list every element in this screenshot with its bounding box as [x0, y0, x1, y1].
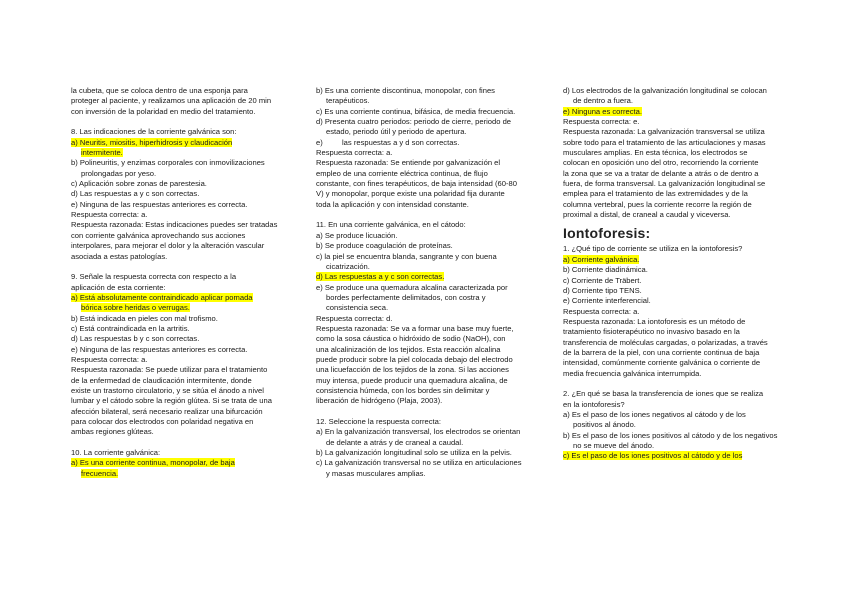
reason-9: lumbar y el cátodo sobre la región glútea. Si se trata de una	[71, 396, 272, 406]
reason-10: empleo de una corriente eléctrica continua, de flujo	[316, 168, 488, 178]
column-2	[316, 86, 528, 479]
answer-10: Respuesta correcta: a.	[316, 148, 393, 158]
reason-9: de la enfermedad de claudicación intermitente, donde	[71, 375, 252, 385]
iq2-option-b-cont: no se mueve del ánodo.	[573, 441, 655, 450]
iq1-reason: de la barrera de la piel, con una corriente continua de baja	[563, 347, 760, 357]
option-9e: e) Ninguna de las respuestas anteriores es correcta.	[71, 344, 248, 354]
option-9a-correct-cont: bórica sobre heridas o verrugas.	[81, 303, 190, 313]
option-8d: d) Las respuestas a y c son correctas.	[71, 189, 200, 199]
option-11c-cont: cicatrización.	[326, 261, 370, 271]
question-8: 8. Las indicaciones de la corriente galvánica son:	[71, 127, 237, 137]
intro-line: la cubeta, que se coloca dentro de una esponja para	[71, 86, 248, 95]
option-10e-text: las respuestas a y d son correctas.	[342, 137, 460, 147]
question-9-cont: aplicación de esta corriente:	[71, 282, 166, 292]
reason-12: emplea para el tratamiento de las extremidades y de la	[563, 189, 748, 199]
option-10c: c) Es una corriente continua, bifásica, de media frecuencia.	[316, 106, 516, 116]
column-1	[71, 86, 283, 479]
iq2-option-a: a) Es el paso de los iones negativos al cátodo y de los	[563, 409, 746, 419]
section-title-iontoforesis: Iontoforesis:	[563, 225, 651, 242]
option-10d: d) Presenta cuatro periodos: periodo de cierre, periodo de	[316, 117, 512, 127]
option-12e-correct: e) Ninguna es correcta.	[563, 106, 642, 116]
iq1-reason: Respuesta razonada: La iontoforesis es un método de	[563, 316, 746, 326]
reason-8: con corriente galvánica aprovechando sus acciones	[71, 230, 246, 240]
option-8c: c) Aplicación sobre zonas de parestesia.	[71, 179, 207, 189]
reason-11: puede producir sobre la piel colocada debajo del electrodo	[316, 354, 513, 364]
reason-11: como la sosa cáustica o hidróxido de sodio (NaOH), con	[316, 334, 506, 344]
option-10a-correct: a) Es una corriente continua, monopolar, de baja	[71, 458, 235, 468]
option-8b-cont: prolongadas por yeso.	[81, 168, 157, 178]
reason-11: liberación de hidrógeno (Plaja, 2003).	[316, 396, 443, 406]
option-8e: e) Ninguna de las respuestas anteriores es correcta.	[71, 199, 248, 209]
option-10e-label: e)	[316, 137, 323, 147]
reason-12: Respuesta razonada: La galvanización transversal se utiliza	[563, 127, 765, 137]
iq1-option-d: d) Corriente tipo TENS.	[563, 285, 642, 295]
reason-10: toda la aplicación y con intensidad constante.	[316, 199, 469, 209]
option-10b: b) Es una corriente discontinua, monopolar, con fines	[316, 86, 495, 95]
reason-12: musculares amplias. En esta técnica, los electrodos se	[563, 148, 748, 158]
reason-11: muy intensa, puede producir una quemadura alcalina, de	[316, 375, 508, 385]
reason-10: V) y monopolar, porque existe una polaridad fija durante	[316, 189, 505, 199]
iq1-reason: transferencia de moléculas cargadas, o polarizadas, a través	[563, 337, 768, 347]
answer-9: Respuesta correcta: a.	[71, 354, 148, 364]
option-8a-correct: a) Neuritis, miositis, hiperhidrosis y claudicación	[71, 137, 233, 147]
option-9b: b) Está indicada en pieles con mal trofismo.	[71, 313, 218, 323]
reason-9: ambas regiones glúteas.	[71, 427, 154, 437]
iq1-reason: tratamiento fisioterapéutico no invasivo basado en la	[563, 327, 740, 337]
option-12b: b) La galvanización longitudinal solo se utiliza en la pelvis.	[316, 448, 512, 458]
option-11e: e) Se produce una quemadura alcalina caracterizada por	[316, 282, 508, 292]
option-12c-cont: y masas musculares amplias.	[326, 468, 426, 478]
question-12: 12. Seleccione la respuesta correcta:	[316, 417, 441, 426]
option-11b: b) Se produce coagulación de proteínas.	[316, 241, 453, 251]
iq1-option-c: c) Corriente de Träbert.	[563, 275, 642, 285]
option-10a-correct-cont: frecuencia.	[81, 468, 119, 478]
reason-12: colocan en oposición uno del otro, recorriendo la corriente	[563, 158, 759, 168]
iq2-question: 2. ¿En qué se basa la transferencia de iones que se realiza	[563, 389, 764, 399]
reason-9: existe un trastorno circulatorio, y se sitúa el ánodo a nivel	[71, 385, 264, 395]
reason-9: para colocar dos electrodos con polaridad negativa en	[71, 417, 254, 426]
reason-12: columna vertebral, pues la corriente recorre la región de	[563, 199, 752, 209]
option-11c: c) la piel se encuentra blanda, sangrante y con buena	[316, 251, 497, 261]
question-9: 9. Señale la respuesta correcta con respecto a la	[71, 272, 237, 282]
option-11d-correct: d) Las respuestas a y c son correctas.	[316, 272, 445, 282]
option-12a-cont: de delante a atrás y de craneal a caudal.	[326, 437, 464, 447]
iq1-answer: Respuesta correcta: a.	[563, 306, 640, 316]
reason-12: fuera, de forma transversal. La galvanización longitudinal se	[563, 179, 766, 189]
reason-9: Respuesta razonada: Se puede utilizar para el tratamiento	[71, 365, 268, 375]
option-9a-correct: a) Está absolutamente contraindicado aplicar pomada	[71, 292, 253, 302]
iq2-option-b: b) Es el paso de los iones positivos al cátodo y de los negativos	[563, 430, 778, 440]
option-8b: b) Polineuritis, y enzimas corporales con inmovilizaciones	[71, 158, 265, 168]
iq1-option-a-correct: a) Corriente galvánica.	[563, 254, 640, 264]
reason-8: asociada a estas patologías.	[71, 251, 168, 261]
reason-10: constante, con fines terapéuticos, de baja intensidad (60-80	[316, 179, 517, 189]
column-3	[563, 86, 781, 462]
reason-12: proximal a distal, de craneal a caudal y viceversa.	[563, 210, 731, 220]
answer-12: Respuesta correcta: e.	[563, 117, 640, 127]
reason-11: una alcalinización de los tejidos. Esta reacción alcalina	[316, 344, 501, 354]
iq1-reason: media frecuencia galvánica interrumpida.	[563, 368, 702, 378]
iq2-question-cont: en la iontoforesis?	[563, 399, 625, 409]
iq2-option-a-cont: positivos al ánodo.	[573, 420, 636, 430]
option-11a: a) Se produce licuación.	[316, 230, 398, 240]
option-12d-cont: de dentro a fuera.	[573, 96, 633, 106]
reason-8: interpolares, para mejorar el dolor y la alteración vascular	[71, 241, 265, 251]
question-11: 11. En una corriente galvánica, en el cátodo:	[316, 220, 466, 230]
iq1-option-b: b) Corriente diadinámica.	[563, 265, 648, 275]
reason-12: la zona que se va a tratar de delante a atrás o de dentro a	[563, 168, 759, 178]
reason-11: Respuesta razonada: Se va a formar una base muy fuerte,	[316, 323, 514, 333]
reason-11: una licuefacción de los tejidos de la zona. Si las acciones	[316, 365, 509, 375]
option-10d-cont: estado, periodo útil y periodo de apertura.	[326, 127, 467, 137]
question-10: 10. La corriente galvánica:	[71, 448, 161, 458]
answer-11: Respuesta correcta: d.	[316, 313, 393, 323]
option-8a-correct-cont: intermitente.	[81, 148, 123, 158]
option-11e-cont: consistencia seca.	[326, 303, 389, 313]
reason-12: sobre todo para el tratamiento de las articulaciones y masas	[563, 137, 766, 147]
intro-line: con inversión de la polaridad en medio del tratamiento.	[71, 106, 256, 116]
reason-8: Respuesta razonada: Estas indicaciones puedes ser tratadas	[71, 220, 278, 230]
iq1-question: 1. ¿Qué tipo de corriente se utiliza en la iontoforesis?	[563, 244, 743, 254]
reason-10: Respuesta razonada: Se entiende por galvanización el	[316, 158, 501, 168]
iq1-reason: intensidad, comúnmente corriente galvánica o corriente de	[563, 358, 761, 368]
option-10e	[316, 138, 528, 148]
option-9d: d) Las respuestas b y c son correctas.	[71, 334, 200, 344]
answer-8: Respuesta correcta: a.	[71, 210, 148, 220]
option-11e-cont: bordes perfectamente delimitados, con costra y	[326, 292, 486, 302]
reason-11: consistencia húmeda, con los bordes sin delimitar y	[316, 385, 490, 395]
intro-line: proteger al paciente, y realizamos una aplicación de 20 min	[71, 96, 272, 106]
reason-9: afección bilateral, será necesario realizar una bifurcación	[71, 406, 263, 416]
option-12c: c) La galvanización transversal no se utiliza en articulaciones	[316, 458, 522, 468]
option-12d: d) Los electrodos de la galvanización longitudinal se colocan	[563, 86, 767, 95]
option-9c: c) Está contraindicada en la artritis.	[71, 323, 190, 333]
iq1-option-e: e) Corriente interferencial.	[563, 296, 651, 306]
option-10b-cont: terapéuticos.	[326, 96, 370, 106]
iq2-option-c-correct: c) Es el paso de los iones positivos al cátodo y de los	[563, 451, 743, 461]
option-12a: a) En la galvanización transversal, los electrodos se orientan	[316, 427, 521, 437]
